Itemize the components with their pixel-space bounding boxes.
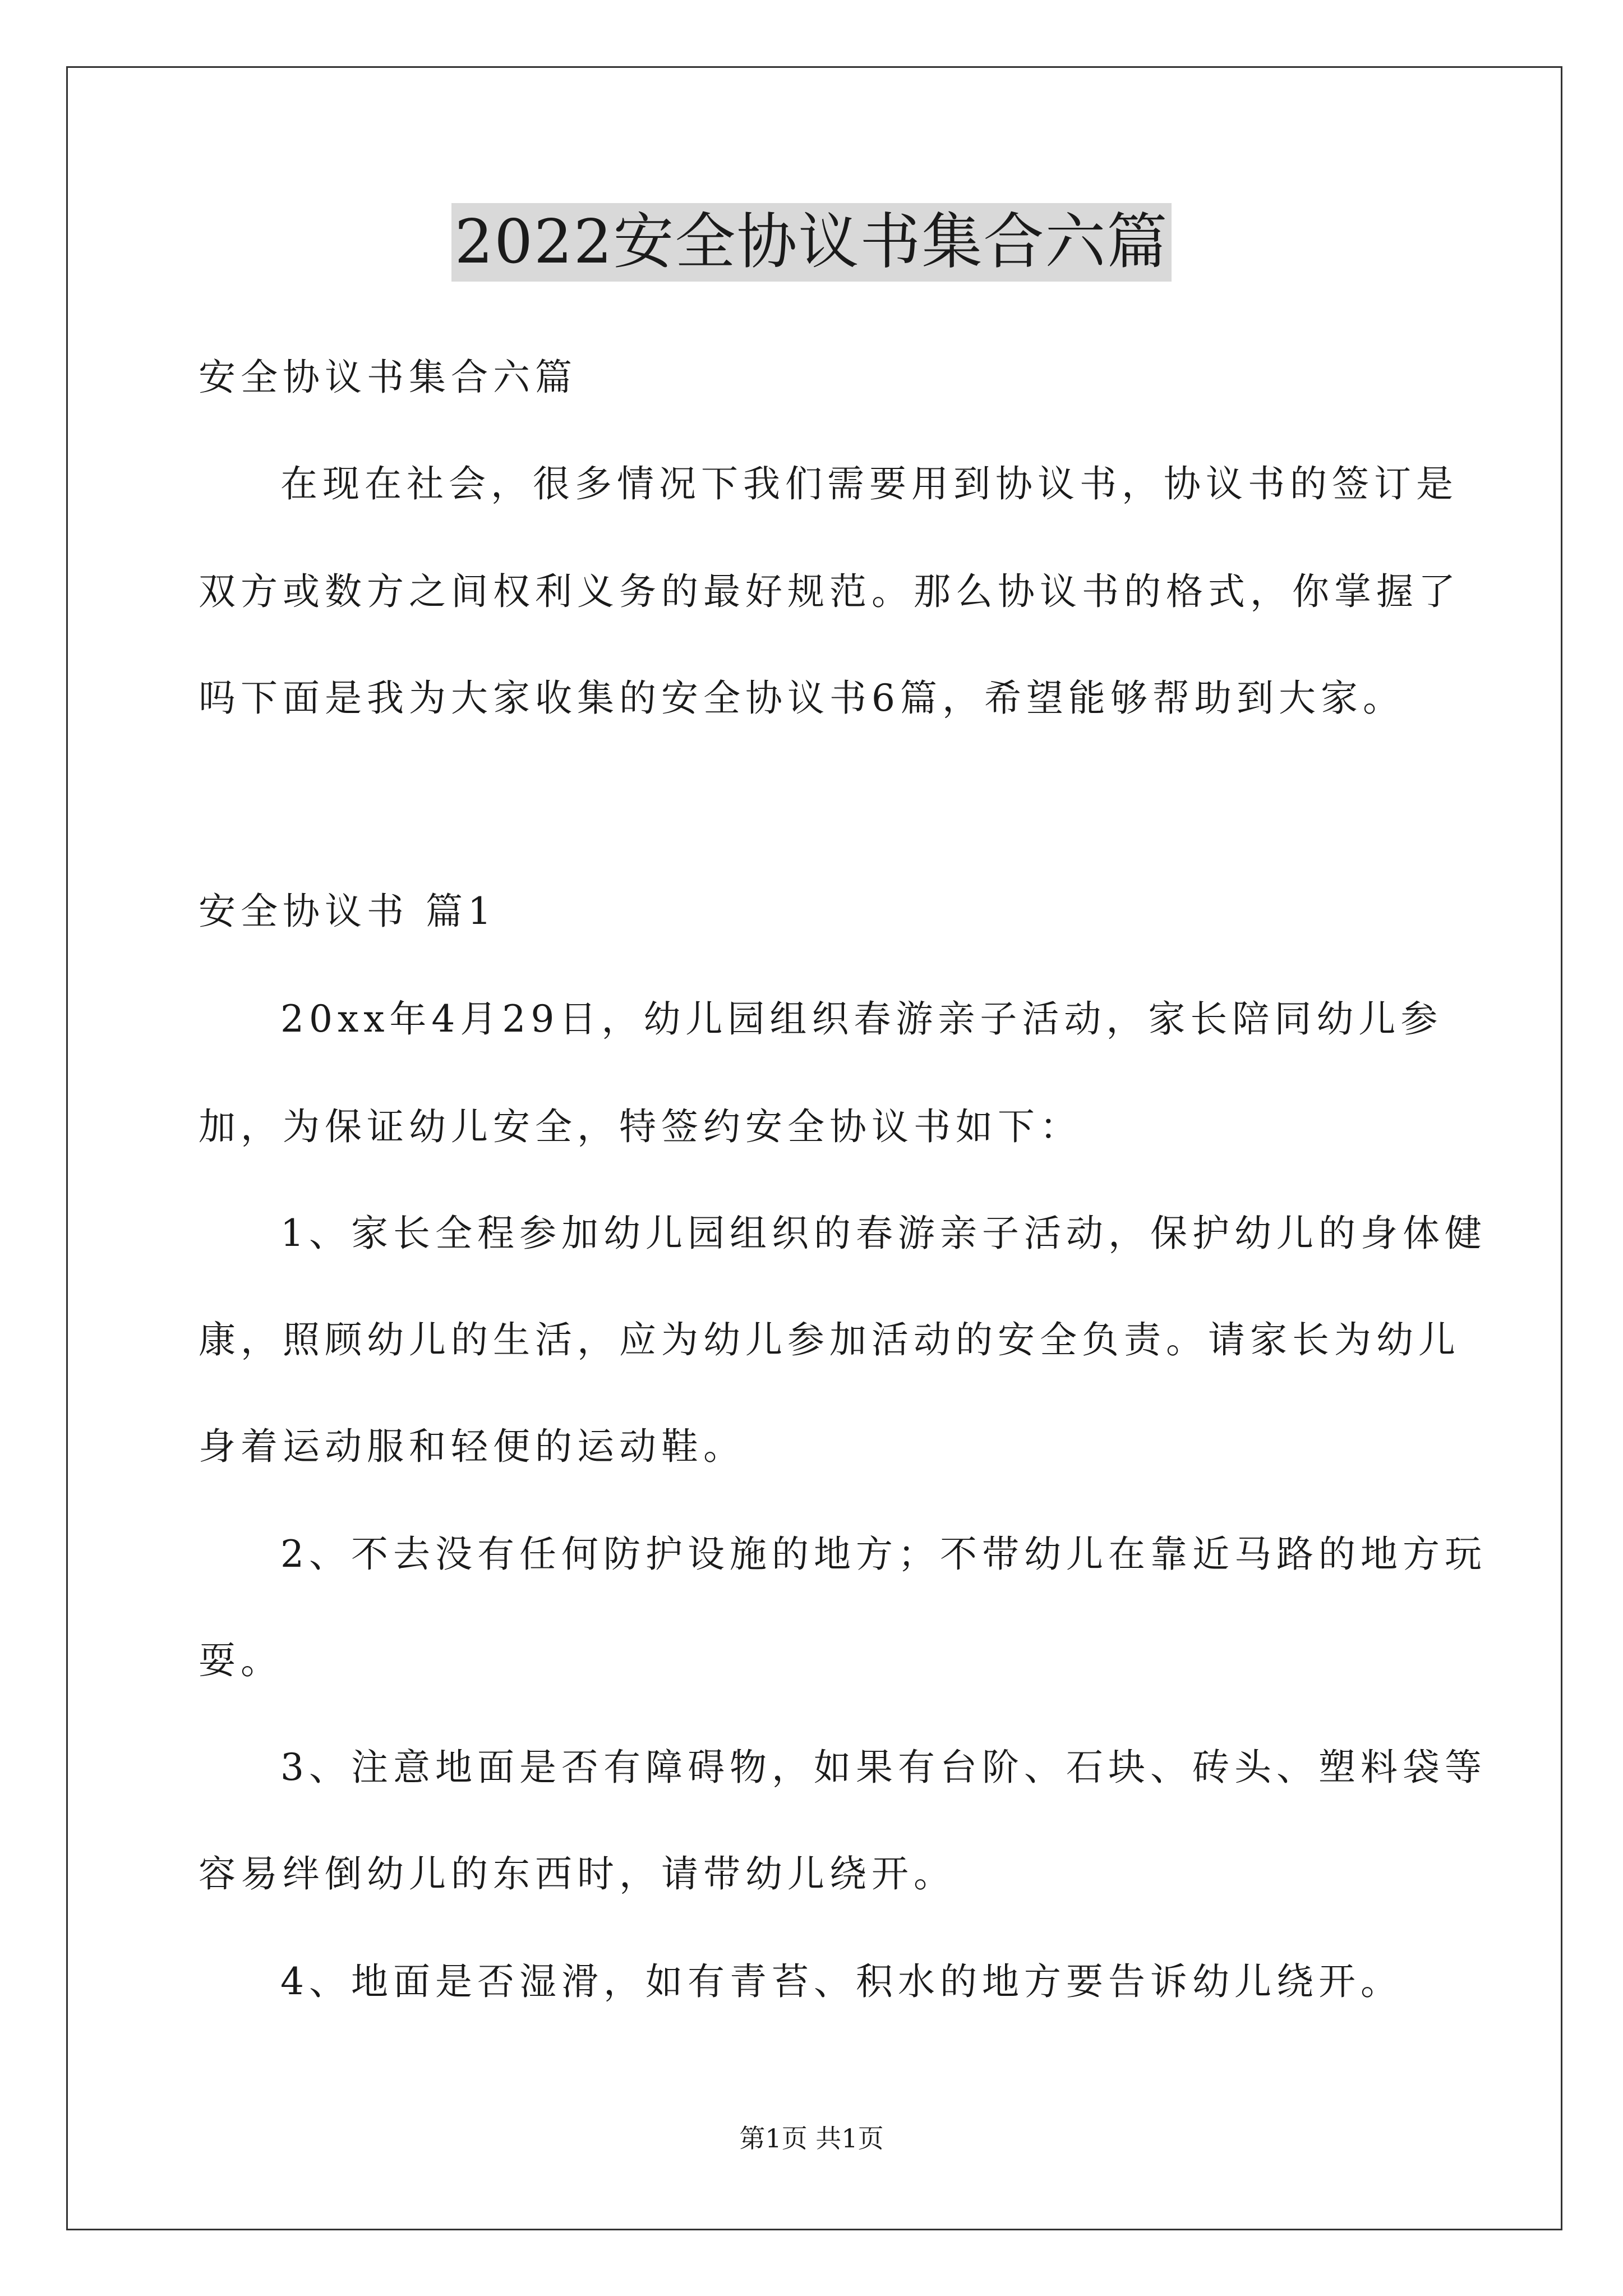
section-line-7: 耍。 [199, 1639, 283, 1682]
intro-line-1: 在现在社会，很多情况下我们需要用到协议书，协议书的签订是 [280, 462, 1458, 505]
intro-line-3: 吗下面是我为大家收集的安全协议书6篇，希望能够帮助到大家。 [199, 677, 1405, 720]
intro-line-2: 双方或数方之间权利义务的最好规范。那么协议书的格式，你掌握了 [199, 570, 1460, 613]
section-line-2: 加，为保证幼儿安全，特签约安全协议书如下： [199, 1105, 1082, 1148]
subtitle: 安全协议书集合六篇 [199, 356, 577, 399]
page-footer: 第1页 共1页 [739, 2123, 884, 2154]
section-line-8: 3、注意地面是否有障碍物，如果有台阶、石块、砖头、塑料袋等 [280, 1746, 1487, 1789]
section-line-6: 2、不去没有任何防护设施的地方；不带幼儿在靠近马路的地方玩 [280, 1533, 1487, 1576]
section-heading: 安全协议书 篇1 [199, 890, 496, 933]
title-wrapper [0, 203, 1623, 282]
section-line-3: 1、家长全程参加幼儿园组织的春游亲子活动，保护幼儿的身体健 [280, 1212, 1487, 1255]
section-line-5: 身着运动服和轻便的运动鞋。 [199, 1425, 745, 1468]
document-title: 2022安全协议书集合六篇 [451, 203, 1172, 282]
section-line-1: 20xx年4月29日，幼儿园组织春游亲子活动，家长陪同幼儿参 [280, 997, 1443, 1041]
section-line-4: 康，照顾幼儿的生活，应为幼儿参加活动的安全负责。请家长为幼儿 [199, 1318, 1460, 1361]
section-line-10: 4、地面是否湿滑，如有青苔、积水的地方要告诉幼儿绕开。 [280, 1960, 1403, 2003]
section-line-9: 容易绊倒幼儿的东西时，请带幼儿绕开。 [199, 1852, 956, 1895]
